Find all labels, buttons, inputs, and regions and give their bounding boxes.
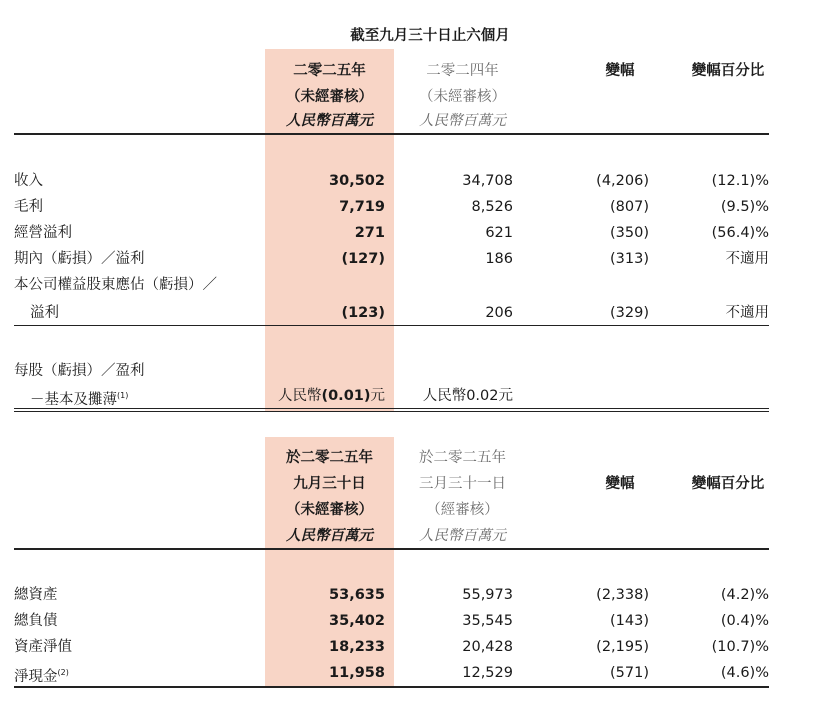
row-label	[14, 663, 69, 687]
value-2025: 11,958	[329, 665, 385, 681]
value-2025: 53,635	[329, 587, 385, 603]
currency-suffix: 元	[370, 388, 385, 404]
value-2024: 55,973	[462, 587, 513, 603]
value-change: (571)	[610, 665, 649, 681]
col-2025-unit: 人民幣百萬元	[286, 113, 373, 129]
value-2025: 30,502	[329, 173, 385, 189]
period-header: 截至九月三十日止六個月	[350, 28, 510, 44]
footnote-ref: (1)	[117, 391, 129, 400]
value-2025: (123)	[341, 305, 385, 321]
row-label-cont	[30, 386, 128, 410]
value-2024: 621	[485, 225, 513, 241]
value-2024: 34,708	[462, 173, 513, 189]
value-change: (350)	[610, 225, 649, 241]
net-cash-label: 淨現金	[14, 669, 58, 685]
value-2024: 12,529	[462, 665, 513, 681]
col-pct-header: 變幅百分比	[691, 63, 765, 79]
value-change: (4,206)	[596, 173, 649, 189]
value-pct: 不適用	[725, 251, 769, 267]
value-2025	[265, 386, 385, 406]
row-label-cont: 溢利	[30, 305, 59, 321]
eps-value: (0.01)	[321, 388, 371, 404]
value-2025: 35,402	[329, 613, 385, 629]
col-2024-year: 二零二四年	[426, 63, 499, 79]
col-change-header: 變幅	[605, 476, 635, 492]
value-2024: 8,526	[471, 199, 513, 215]
value-2025: 7,719	[339, 199, 385, 215]
col-2024-audit: （經審核）	[426, 502, 499, 518]
value-change: (313)	[610, 251, 649, 267]
value-pct: (0.4)%	[720, 613, 769, 629]
value-pct: (12.1)%	[711, 173, 769, 189]
col-2025-audit: （未經審核）	[286, 89, 373, 105]
value-pct: (56.4)%	[711, 225, 769, 241]
subtotal-rule	[14, 325, 769, 326]
value-2025: 18,233	[329, 639, 385, 655]
value-2024: 20,428	[462, 639, 513, 655]
row-label: 總負債	[14, 613, 58, 629]
row-label: 每股（虧損）／盈利	[14, 363, 145, 379]
col-2025-unit: 人民幣百萬元	[286, 528, 373, 544]
value-change: (329)	[610, 305, 649, 321]
row-label: 期內（虧損）／溢利	[14, 251, 145, 267]
value-2024: 206	[485, 305, 513, 321]
row-label: 經營溢利	[14, 225, 72, 241]
row-label: 本公司權益股東應佔（虧損）／	[14, 277, 217, 293]
value-2025: 271	[354, 225, 385, 241]
value-pct: 不適用	[725, 305, 769, 321]
header-rule-2	[14, 548, 769, 550]
value-change: (2,338)	[596, 587, 649, 603]
eps-sublabel: －基本及攤薄	[30, 392, 117, 408]
value-pct: (10.7)%	[711, 639, 769, 655]
double-rule-top	[14, 408, 769, 409]
col-2024-unit: 人民幣百萬元	[419, 528, 506, 544]
value-change: (2,195)	[596, 639, 649, 655]
row-label: 收入	[14, 173, 43, 189]
col-2025-audit: （未經審核）	[286, 502, 373, 518]
col-2024-audit: （未經審核）	[419, 89, 506, 105]
bottom-rule	[14, 686, 769, 688]
col-pct-header: 變幅百分比	[691, 476, 765, 492]
value-2024: 人民幣0.02元	[422, 388, 513, 404]
value-2025: (127)	[341, 251, 385, 267]
row-label: 毛利	[14, 199, 43, 215]
col-2024-unit: 人民幣百萬元	[419, 113, 506, 129]
col-2025-year: 二零二五年	[293, 63, 366, 79]
currency-prefix: 人民幣	[277, 388, 322, 404]
value-change: (143)	[610, 613, 649, 629]
value-change: (807)	[610, 199, 649, 215]
col-2024-date2: 三月三十一日	[419, 476, 506, 492]
value-pct: (4.6)%	[720, 665, 769, 681]
col-2024-date1: 於二零二五年	[419, 450, 506, 466]
col-change-header: 變幅	[605, 63, 635, 79]
col-2025-date1: 於二零二五年	[286, 450, 373, 466]
value-2024: 186	[485, 251, 513, 267]
value-pct: (9.5)%	[720, 199, 769, 215]
value-pct: (4.2)%	[720, 587, 769, 603]
double-rule-bottom	[14, 411, 769, 412]
footnote-ref: (2)	[57, 668, 69, 677]
header-rule	[14, 133, 769, 135]
row-label: 資產淨值	[14, 639, 72, 655]
value-2024: 35,545	[462, 613, 513, 629]
row-label: 總資產	[14, 587, 58, 603]
col-2025-date2: 九月三十日	[293, 476, 366, 492]
